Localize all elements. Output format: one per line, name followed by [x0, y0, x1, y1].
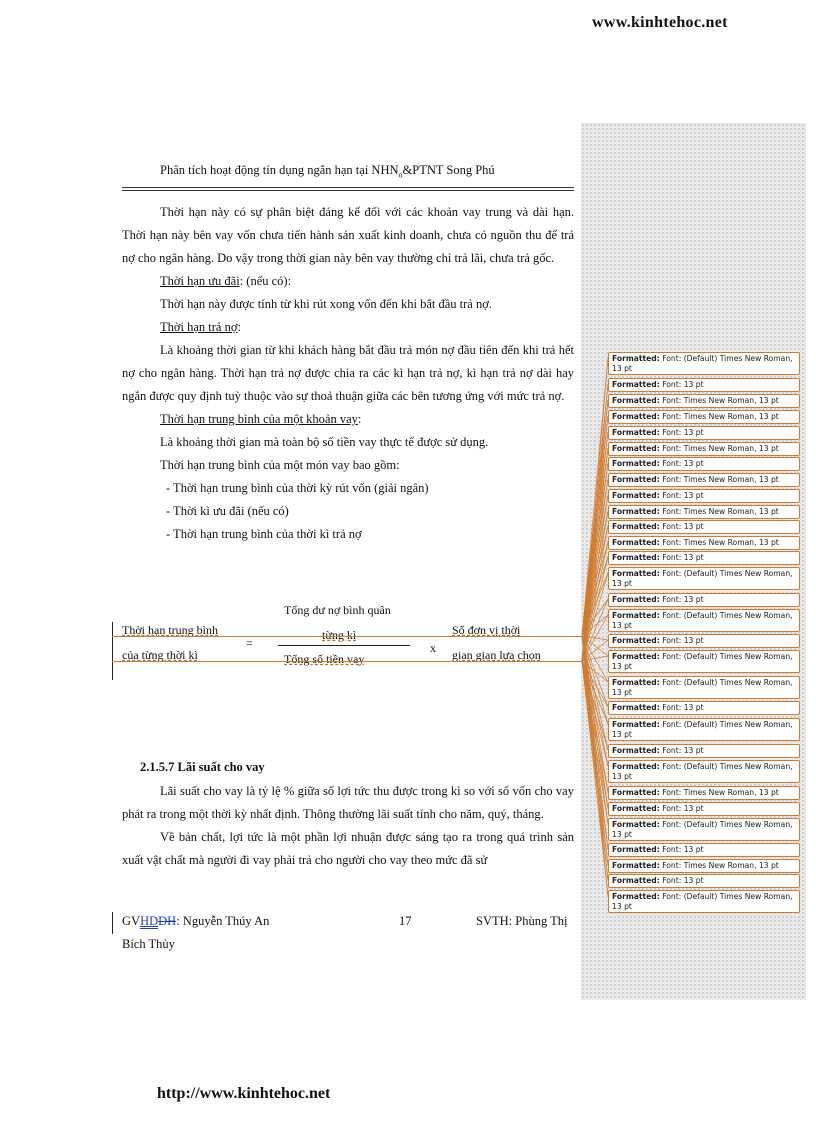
comment-label: Formatted: — [612, 459, 660, 468]
comment-label: Formatted: — [612, 703, 660, 712]
formula-equals: = — [246, 636, 253, 650]
comment-balloon[interactable] — [608, 718, 800, 741]
comment-balloon[interactable] — [608, 634, 800, 648]
comment-text: Font: 13 pt — [662, 522, 704, 531]
comment-balloon[interactable] — [608, 609, 800, 632]
comment-text: Font: (Default) Times New Roman, 13 pt — [612, 354, 793, 373]
revision-bar — [112, 912, 113, 934]
comment-balloon[interactable] — [608, 890, 800, 913]
comment-text: Font: Times New Roman, 13 pt — [662, 444, 779, 453]
heading-tra-no: Thời hạn trả nợ: — [160, 320, 241, 334]
comment-text: Font: (Default) Times New Roman, 13 pt — [612, 762, 793, 781]
comment-label: Formatted: — [612, 428, 660, 437]
site-url-top[interactable]: www.kinhtehoc.net — [592, 14, 728, 31]
comment-text: Font: (Default) Times New Roman, 13 pt — [612, 611, 793, 630]
comment-text: Font: 13 pt — [662, 845, 704, 854]
comment-balloon[interactable] — [608, 489, 800, 503]
comment-label: Formatted: — [612, 861, 660, 870]
comment-label: Formatted: — [612, 396, 660, 405]
formula-left-line1: Thời hạn trung bình — [122, 623, 218, 637]
page-header-title: Phân tích hoạt động tín dụng ngắn hạn tại $NHN_o\&PTNT$ Song Phú — [160, 163, 495, 180]
comment-label: Formatted: — [612, 507, 660, 516]
comment-label: Formatted: — [612, 412, 660, 421]
comment-label: Formatted: — [612, 678, 660, 687]
comment-label: Formatted: — [612, 845, 660, 854]
comment-label: Formatted: — [612, 762, 660, 771]
paragraph-lai-suat: Lãi suất cho vay là tỷ lệ % giữa số lợi tức thu được trong kì so với số vốn cho vay phát ra trong một thời kỳ nhất định. Thông thường lãi suất tính cho năm, quý, tháng. — [122, 784, 574, 821]
comment-balloon[interactable] — [608, 536, 800, 550]
comment-text: Font: 13 pt — [662, 491, 704, 500]
comment-label: Formatted: — [612, 820, 660, 829]
comment-label: Formatted: — [612, 720, 660, 729]
comment-balloon[interactable] — [608, 593, 800, 607]
comment-text: Font: 13 pt — [662, 553, 704, 562]
comment-label: Formatted: — [612, 611, 660, 620]
comment-text: Font: (Default) Times New Roman, 13 pt — [612, 652, 793, 671]
comment-text: Font: 13 pt — [662, 636, 704, 645]
comment-balloon[interactable] — [608, 394, 800, 408]
comment-label: Formatted: — [612, 804, 660, 813]
comment-label: Formatted: — [612, 522, 660, 531]
comment-balloon[interactable] — [608, 786, 800, 800]
comment-balloon[interactable] — [608, 676, 800, 699]
comment-balloon[interactable] — [608, 859, 800, 873]
comment-label: Formatted: — [612, 553, 660, 562]
comment-balloon[interactable] — [608, 378, 800, 392]
comment-label: Formatted: — [612, 892, 660, 901]
comment-balloon[interactable] — [608, 505, 800, 519]
comment-label: Formatted: — [612, 444, 660, 453]
comment-balloon[interactable] — [608, 426, 800, 440]
comment-label: Formatted: — [612, 595, 660, 604]
section-body — [122, 780, 574, 872]
paragraph-trung-binh: Là khoảng thời gian mà toàn bộ số tiền vay thực tế được sử dụng. — [160, 435, 489, 449]
heading-uu-dai: Thời hạn ưu đãi: (nếu có): — [160, 274, 292, 288]
comment-balloon[interactable] — [608, 843, 800, 857]
leader-line — [582, 636, 608, 766]
paragraph-bao-gom: Thời hạn trung bình của một món vay bao gồm: — [160, 458, 400, 472]
comment-balloon[interactable] — [608, 874, 800, 888]
list-item: - Thời kì ưu đãi (nếu có) — [166, 504, 289, 518]
comment-balloon[interactable] — [608, 701, 800, 715]
comment-text: Font: Times New Roman, 13 pt — [662, 788, 779, 797]
comment-label: Formatted: — [612, 491, 660, 500]
comment-label: Formatted: — [612, 569, 660, 578]
comment-balloon[interactable] — [608, 650, 800, 673]
revision-bar — [112, 622, 113, 680]
formula-left-line2: của từng thời kì — [122, 648, 198, 662]
comment-text: Font: 13 pt — [662, 595, 704, 604]
comment-text: Font: (Default) Times New Roman, 13 pt — [612, 892, 793, 911]
comment-anchor-line — [112, 661, 582, 662]
comment-label: Formatted: — [612, 354, 660, 363]
body-text — [122, 201, 574, 546]
comment-balloon[interactable] — [608, 442, 800, 456]
paragraph-intro: Thời hạn này có sự phân biệt đáng kể đối với các khoản vay trung và dài hạn. Thời hạn này bên vay vốn chưa tiến hành sản xuất kinh doanh, chưa có nguồn thu để trả nợ cho ngân hàng. Do vậy trong thời gian này bên vay thường chỉ trả lãi, chưa trả gốc. — [122, 205, 574, 265]
comment-text: Font: (Default) Times New Roman, 13 pt — [612, 678, 793, 697]
footer-student-line2: Bích Thủy — [122, 937, 175, 951]
comment-text: Font: Times New Roman, 13 pt — [662, 507, 779, 516]
formula-right-line2: gian gian lựa chọn — [452, 648, 541, 662]
formula-numerator-line2: từng kì — [322, 628, 357, 642]
comment-balloon[interactable] — [608, 473, 800, 487]
formula-numerator-line1: Tổng dư nợ bình quân — [284, 603, 391, 617]
heading-trung-binh: Thời hạn trung bình của một khoản vay: — [160, 412, 362, 426]
comment-text: Font: 13 pt — [662, 804, 704, 813]
comment-balloon[interactable] — [608, 457, 800, 471]
comment-label: Formatted: — [612, 876, 660, 885]
formula-right-line1: Số đơn vị thời — [452, 623, 521, 637]
comment-text: Font: (Default) Times New Roman, 13 pt — [612, 569, 793, 588]
comment-text: Font: 13 pt — [662, 380, 704, 389]
comment-balloon[interactable] — [608, 520, 800, 534]
comment-text: Font: Times New Roman, 13 pt — [662, 538, 779, 547]
leader-line — [582, 479, 608, 636]
comment-text: Font: (Default) Times New Roman, 13 pt — [612, 720, 793, 739]
comment-balloon[interactable] — [608, 802, 800, 816]
comment-label: Formatted: — [612, 636, 660, 645]
comment-balloon[interactable] — [608, 744, 800, 758]
footer-advisor: GVHDDH: Nguyễn Thúy An — [122, 914, 270, 928]
comment-label: Formatted: — [612, 652, 660, 661]
comment-label: Formatted: — [612, 538, 660, 547]
comment-label: Formatted: — [612, 475, 660, 484]
paragraph-uu-dai: Thời hạn này được tính từ khi rút xong vốn đến khi bắt đầu trả nợ. — [160, 297, 492, 311]
comment-text: Font: Times New Roman, 13 pt — [662, 475, 779, 484]
comment-text: Font: 13 pt — [662, 703, 704, 712]
comment-text: Font: 13 pt — [662, 746, 704, 755]
leader-line — [582, 636, 608, 824]
formula-denominator: Tổng số tiền vay — [284, 652, 365, 666]
comment-balloon[interactable] — [608, 352, 800, 375]
comment-text: Font: 13 pt — [662, 428, 704, 437]
comment-text: Font: (Default) Times New Roman, 13 pt — [612, 820, 793, 839]
footer-student: SVTH: Phùng Thị — [476, 914, 568, 928]
comment-label: Formatted: — [612, 380, 660, 389]
comment-balloon[interactable] — [608, 567, 800, 590]
comment-text: Font: Times New Roman, 13 pt — [662, 412, 779, 421]
header-double-rule — [122, 187, 574, 191]
paragraph-tra-no: Là khoảng thời gian từ khi khách hàng bắt đầu trả món nợ đầu tiên đến khi trả hết nợ cho ngân hàng. Thời hạn trả nợ được chia ra các kì hạn trả nợ, kì hạn trả nợ dài hay ngắn được quy định tuỳ thuộc vào sự thoả thuận giữa các bên tương ứng với mức trả nợ. — [122, 343, 574, 403]
paragraph-ban-chat: Về bản chất, lợi tức là một phần lợi nhuận được sáng tạo ra trong quá trình sản xuất vật chất mà người đi vay phải trả cho người cho vay theo mức đã sử — [122, 830, 574, 867]
footer-page-number: 17 — [399, 914, 412, 928]
comment-anchor-line — [112, 636, 582, 637]
list-item: - Thời hạn trung bình của thời kỳ rút vốn (giải ngân) — [166, 481, 429, 495]
comment-text: Font: Times New Roman, 13 pt — [662, 396, 779, 405]
site-url-bottom[interactable]: http://www.kinhtehoc.net — [157, 1085, 331, 1102]
comment-label: Formatted: — [612, 746, 660, 755]
comment-text: Font: Times New Roman, 13 pt — [662, 861, 779, 870]
formula-times: x — [430, 641, 436, 655]
fraction-bar — [278, 645, 410, 646]
comment-balloon[interactable] — [608, 551, 800, 565]
comment-label: Formatted: — [612, 788, 660, 797]
comment-text: Font: 13 pt — [662, 459, 704, 468]
comment-balloon[interactable] — [608, 410, 800, 424]
leader-line — [582, 661, 608, 808]
section-heading: 2.1.5.7 Lãi suất cho vay — [140, 760, 265, 774]
comment-text: Font: 13 pt — [662, 876, 704, 885]
comment-balloon[interactable] — [608, 818, 800, 841]
comment-balloon[interactable] — [608, 760, 800, 783]
list-item: - Thời hạn trung bình của thời kì trả nợ — [166, 527, 362, 541]
